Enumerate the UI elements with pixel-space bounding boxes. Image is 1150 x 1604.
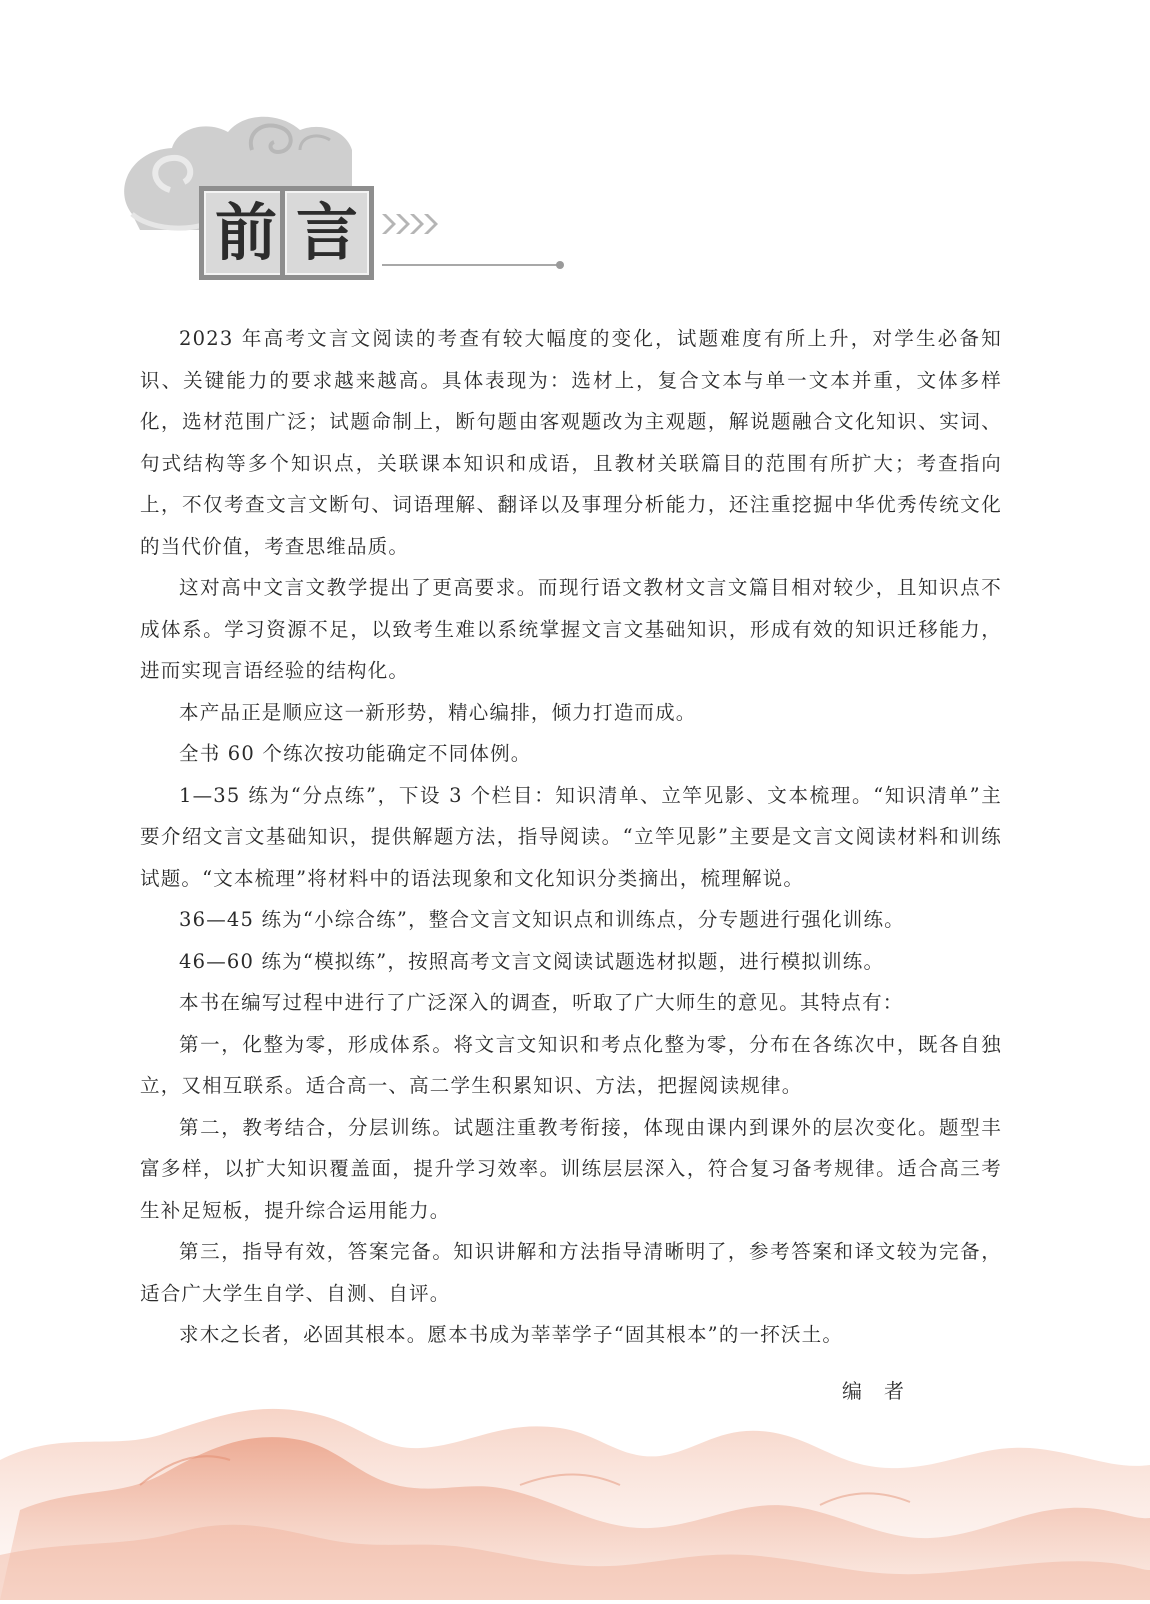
paragraph: 第二，教考结合，分层训练。试题注重教考衔接，体现由课内到课外的层次变化。题型丰富多样，以扩大知识覆盖面，提升学习效率。训练层层深入，符合复习备考规律。适合高三考生补足短板，提升综合运用能力。: [140, 1115, 1002, 1222]
paragraph: 第三，指导有效，答案完备。知识讲解和方法指导清晰明了，参考答案和译文较为完备，适合广大学生自学、自测、自评。: [140, 1240, 1002, 1305]
paragraph: 1—35 练为“分点练”，下设 3 个栏目：知识清单、立竿见影、文本梳理。“知识清单”主要介绍文言文基础知识，提供解题方法，指导阅读。“立竿见影”主要是文言文阅读材料和训练试题。“文本梳理”将材料中的语法现象和文化知识分类摘出，梳理解说。: [140, 783, 1002, 890]
heading-decoration: [0, 0, 1150, 320]
mountain-landscape-icon: [0, 1390, 1150, 1600]
paragraph: 本产品正是顺应这一新形势，精心编排，倾力打造而成。: [179, 700, 697, 724]
paragraph: 全书 60 个练次按功能确定不同体例。: [179, 742, 532, 765]
paragraph: 46—60 练为“模拟练”，按照高考文言文阅读试题选材拟题，进行模拟训练。: [179, 949, 885, 973]
mountain-decoration: [0, 1390, 1150, 1600]
page-title-char-1: 前: [214, 196, 277, 269]
paragraph: 这对高中文言文教学提出了更高要求。而现行语文教材文言文篇目相对较少，且知识点不成体系。学习资源不足，以致考生难以系统掌握文言文基础知识，形成有效的知识迁移能力，进而实现言语经验的结构化。: [140, 576, 1002, 682]
paragraph: 第一，化整为零，形成体系。将文言文知识和考点化整为零，分布在各练次中，既各自独立，又相互联系。适合高一、高二学生积累知识、方法，把握阅读规律。: [140, 1032, 1002, 1097]
paragraph: 求木之长者，必固其根本。愿本书成为莘莘学子“固其根本”的一抔沃土。: [179, 1323, 844, 1346]
paragraph: 2023 年高考文言文阅读的考查有较大幅度的变化，试题难度有所上升，对学生必备知识、关键能力的要求越来越高。具体表现为：选材上，复合文本与单一文本并重，文体多样化，选材范围广泛；试题命制上，断句题由客观题改为主观题，解说题融合文化知识、实词、句式结构等多个知识点，关联课本知识和成语，且教材关联篇目的范围有所扩大；考查指向上，不仅考查文言文断句、词语理解、翻译以及事理分析能力，还注重挖掘中华优秀传统文化的当代价值，考查思维品质。: [140, 327, 1002, 558]
author-signature: 编者: [842, 1379, 926, 1403]
paragraph: 本书在编写过程中进行了广泛深入的调查，听取了广大师生的意见。其特点有：: [179, 991, 904, 1014]
paragraph: 36—45 练为“小综合练”，整合文言文知识点和训练点，分专题进行强化训练。: [179, 908, 905, 931]
page-title-char-2: 言: [295, 196, 358, 269]
preface-body: [140, 318, 1002, 1356]
cloud-ornament-icon: [0, 0, 1150, 320]
